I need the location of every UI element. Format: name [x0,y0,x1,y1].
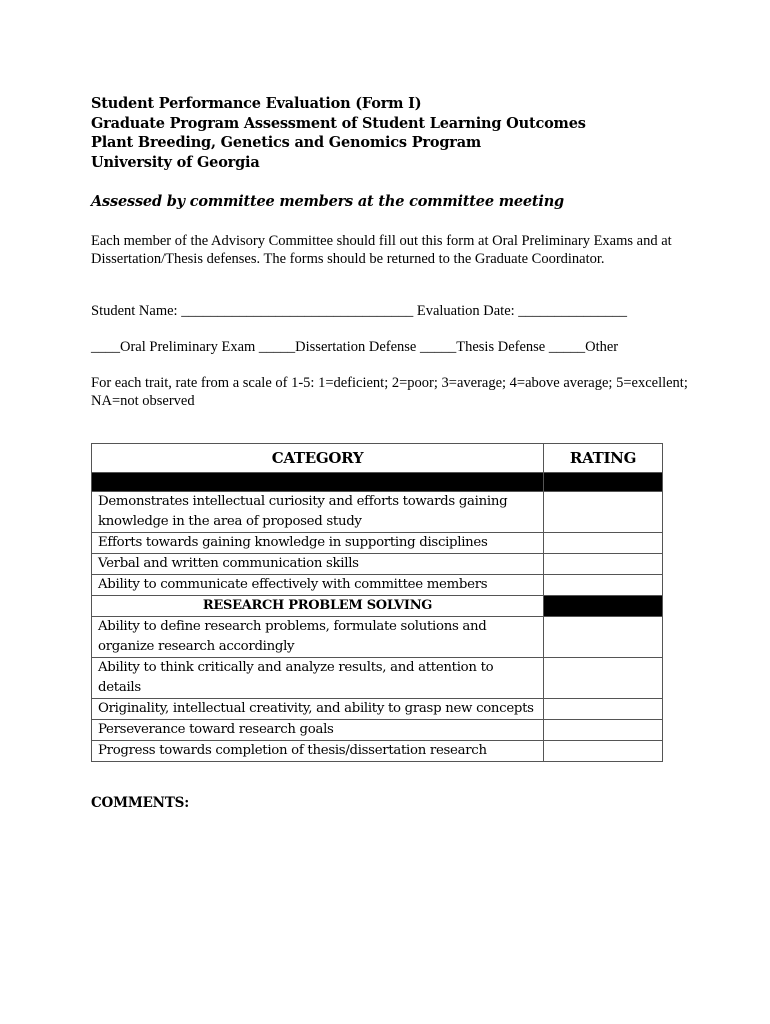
section-title: RESEARCH PROBLEM SOLVING [92,596,544,617]
form-title: Student Performance Evaluation (Form I) [91,95,422,112]
intro-paragraph: Each member of the Advisory Committee should fill out this form at Oral Preliminary Exams and at Dissertation/Thesis defenses. The forms should be returned to the Graduate Coordinator. [91,233,672,267]
university-name: University of Georgia [91,153,260,171]
rating-scale-text: For each trait, rate from a scale of 1-5: 1=deficient; 2=poor; 3=average; 4=above average; 5=excellent; NA=not observed [91,375,688,409]
section-divider-cell [544,596,663,617]
table-row [92,658,663,699]
comments-label: COMMENTS: [91,795,189,811]
table-row [92,720,663,741]
evaluation-table [91,443,663,762]
rating-column-header: RATING [544,444,663,473]
table-row [92,492,663,533]
category-cell: Perseverance toward research goals [92,720,544,741]
rating-cell[interactable] [544,554,663,575]
table-row [92,533,663,554]
category-column-header: CATEGORY [92,444,544,473]
form-subtitle: Assessed by committee members at the committee meeting [91,193,564,210]
form-header [91,94,586,172]
category-cell: Ability to communicate effectively with committee members [92,575,544,596]
category-cell: Efforts towards gaining knowledge in supporting disciplines [92,533,544,554]
section-divider [92,473,663,492]
table-row [92,575,663,596]
exam-type-line[interactable]: ____Oral Preliminary Exam _____Dissertation Defense _____Thesis Defense _____Other [91,339,619,355]
rating-cell[interactable] [544,575,663,596]
student-name-date-line[interactable]: Student Name: ________________________________ Evaluation Date: _______________ [91,303,628,319]
table-row [92,741,663,762]
table-row [92,554,663,575]
rating-cell[interactable] [544,533,663,554]
rating-cell[interactable] [544,492,663,533]
rating-cell[interactable] [544,658,663,699]
category-cell: Progress towards completion of thesis/dissertation research [92,741,544,762]
rating-cell[interactable] [544,720,663,741]
rating-cell[interactable] [544,699,663,720]
category-cell: Ability to define research problems, formulate solutions and organize research accordingly [92,617,544,658]
category-cell: Originality, intellectual creativity, and ability to grasp new concepts [92,699,544,720]
category-cell: Verbal and written communication skills [92,554,544,575]
rating-cell[interactable] [544,617,663,658]
assessment-title: Graduate Program Assessment of Student Learning Outcomes [91,114,586,132]
category-cell: Ability to think critically and analyze results, and attention to details [92,658,544,699]
section-header-row [92,596,663,617]
program-name: Plant Breeding, Genetics and Genomics Program [91,134,482,151]
table-row [92,617,663,658]
category-cell: Demonstrates intellectual curiosity and efforts towards gaining knowledge in the area of proposed study [92,492,544,533]
rating-cell[interactable] [544,741,663,762]
table-row [92,699,663,720]
